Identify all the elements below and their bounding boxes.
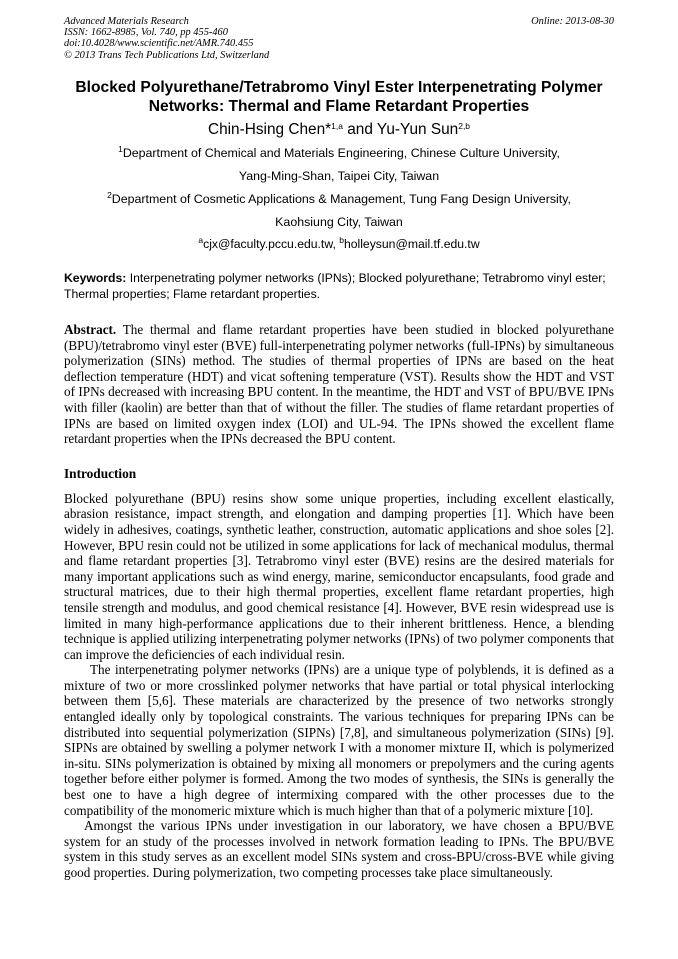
journal-header (64, 16, 614, 62)
affiliation-1-line-1 (64, 142, 614, 165)
affiliation-1-num: 1 (118, 144, 123, 154)
intro-paragraph-2: The interpenetrating polymer networks (IPNs) are a unique type of polyblends, it is defined as a mixture of two or more crosslinked polymer networks that have partial or total physical interlocking between them [5,6]. These materials are characterized by the presence of two networks strongly entangled ideally only by topological constraints. The various techniques for preparing IPNs can be distributed into sequential polymerization (SIPNs) [7,8], and simultaneous polymerization (SINs) [9]. SIPNs are obtained by swelling a polymer network I with a monomer mixture II, which is polymerized in-situ. SINs polymerization is obtained by mixing all monomers or prepolymers and the curing agents together before either polymer is formed. Among the two modes of synthesis, the SINs is generally the best one to have a high degree of intermixing compared with the other processes due to the compatibility of the monomeric mixture which is much higher than that of a polymeric mixture [10]. (64, 662, 614, 818)
keywords-text: Interpenetrating polymer networks (IPNs); Blocked polyurethane; Tetrabromo vinyl ester; Thermal properties; Flame retardant properties. (64, 271, 606, 301)
introduction-heading: Introduction (64, 465, 137, 481)
abstract-label: Abstract. (64, 322, 117, 337)
affiliation-2-line-1 (64, 188, 614, 211)
keywords-label: Keywords: (64, 271, 127, 285)
author-1-sup: 1,a (331, 121, 343, 131)
author-2-sup: 2,b (458, 121, 471, 131)
author-and: and (342, 121, 377, 138)
author-emails (64, 236, 614, 252)
keywords (64, 271, 614, 302)
journal-copyright: © 2013 Trans Tech Publications Ltd, Switzerland (64, 49, 270, 61)
abstract-text: The thermal and flame retardant properties have been studied in blocked polyurethane (BPU)/tetrabromo vinyl ester (BVE) full-interpenetrating polymer networks (full-IPNs) by simultaneous polymerization (SINs) method. The studies of thermal properties of IPNs are based on the heat deflection temperature (HDT) and vicat softening temperature (VST). Results show the HDT and VST of IPNs decreased with increasing BPU content. In the meantime, the HDT and VST of BPU/BVE IPNs with filler (kaolin) are better than that of without the filler. The studies of flame retardant properties of IPNs are based on limited oxygen index (LOI) and UL-94. The IPNs showed the excellent flame retardant properties when the IPNs decreased the BPU content. (64, 322, 614, 447)
affiliation-1-line-2: Yang-Ming-Shan, Taipei City, Taiwan (238, 169, 440, 183)
paper-title: Blocked Polyurethane/Tetrabromo Vinyl Ester Interpenetrating Polymer Networks: Thermal and Flame Retardant Properties (75, 79, 603, 115)
email-a-sup: a (198, 235, 204, 245)
author-2: Yu-Yun Sun (376, 121, 459, 138)
email-b-sup: b (339, 235, 344, 245)
abstract (64, 322, 614, 447)
intro-paragraph-1: Blocked polyurethane (BPU) resins show some unique properties, including excellent elastically, abrasion resistance, impact strength, and elongation and damping properties [1]. Which have been widely in adhesives, coatings, synthetic leather, construction, automatic applications and shoe soles [2]. However, BPU resin could not be utilized in some applications for lack of mechanical modulus, thermal and flame retardant properties [3]. Tetrabromo vinyl ester (BVE) resins are the desired materials for many important applications such as wind energy, marine, semiconductor encapsulants, food grade and structural matrices, due to their high thermal properties, excellent flame retardant properties, high tensile strength and modulus, and good chemical resistance [4]. However, BVE resin widespread use is limited in many high-performance applications due to their inherent brittleness. Hence, a blending technique is applied utilizing interpenetrating polymer networks (IPNs) of two polymer components that can improve the deficiencies of each individual resin. (64, 490, 614, 662)
online-date: Online: 2013-08-30 (531, 16, 614, 27)
affiliation-1-text: Department of Chemical and Materials Engineering, Chinese Culture University, (122, 146, 560, 160)
journal-issn: ISSN: 1662-8985, Vol. 740, pp 455-460 (64, 27, 228, 39)
journal-info (64, 16, 269, 61)
intro-paragraph-3: Amongst the various IPNs under investigation in our laboratory, we have chosen a BPU/BVE system for an study of the processes involved in network formation leading to IPNs. The BPU/BVE system in this study serves as an excellent model SINs system and cross-BPU/cross-BVE while giving good properties. During polymerization, two competing processes take place simultaneously. (64, 818, 614, 880)
email-b: holleysun@mail.tf.edu.tw (343, 237, 480, 251)
affiliations (64, 142, 614, 234)
journal-name: Advanced Materials Research (64, 16, 189, 27)
author-1: Chin-Hsing Chen* (207, 121, 332, 138)
affiliation-2-line-2: Kaohsiung City, Taiwan (275, 215, 403, 229)
email-a: cjx@faculty.pccu.edu.tw, (203, 237, 340, 251)
affiliation-2-text: Department of Cosmetic Applications & Management, Tung Fang Design University, (111, 192, 571, 206)
affiliation-2-num: 2 (107, 190, 112, 200)
journal-doi: doi:10.4028/www.scientific.net/AMR.740.455 (64, 38, 254, 50)
author-line (64, 120, 614, 139)
